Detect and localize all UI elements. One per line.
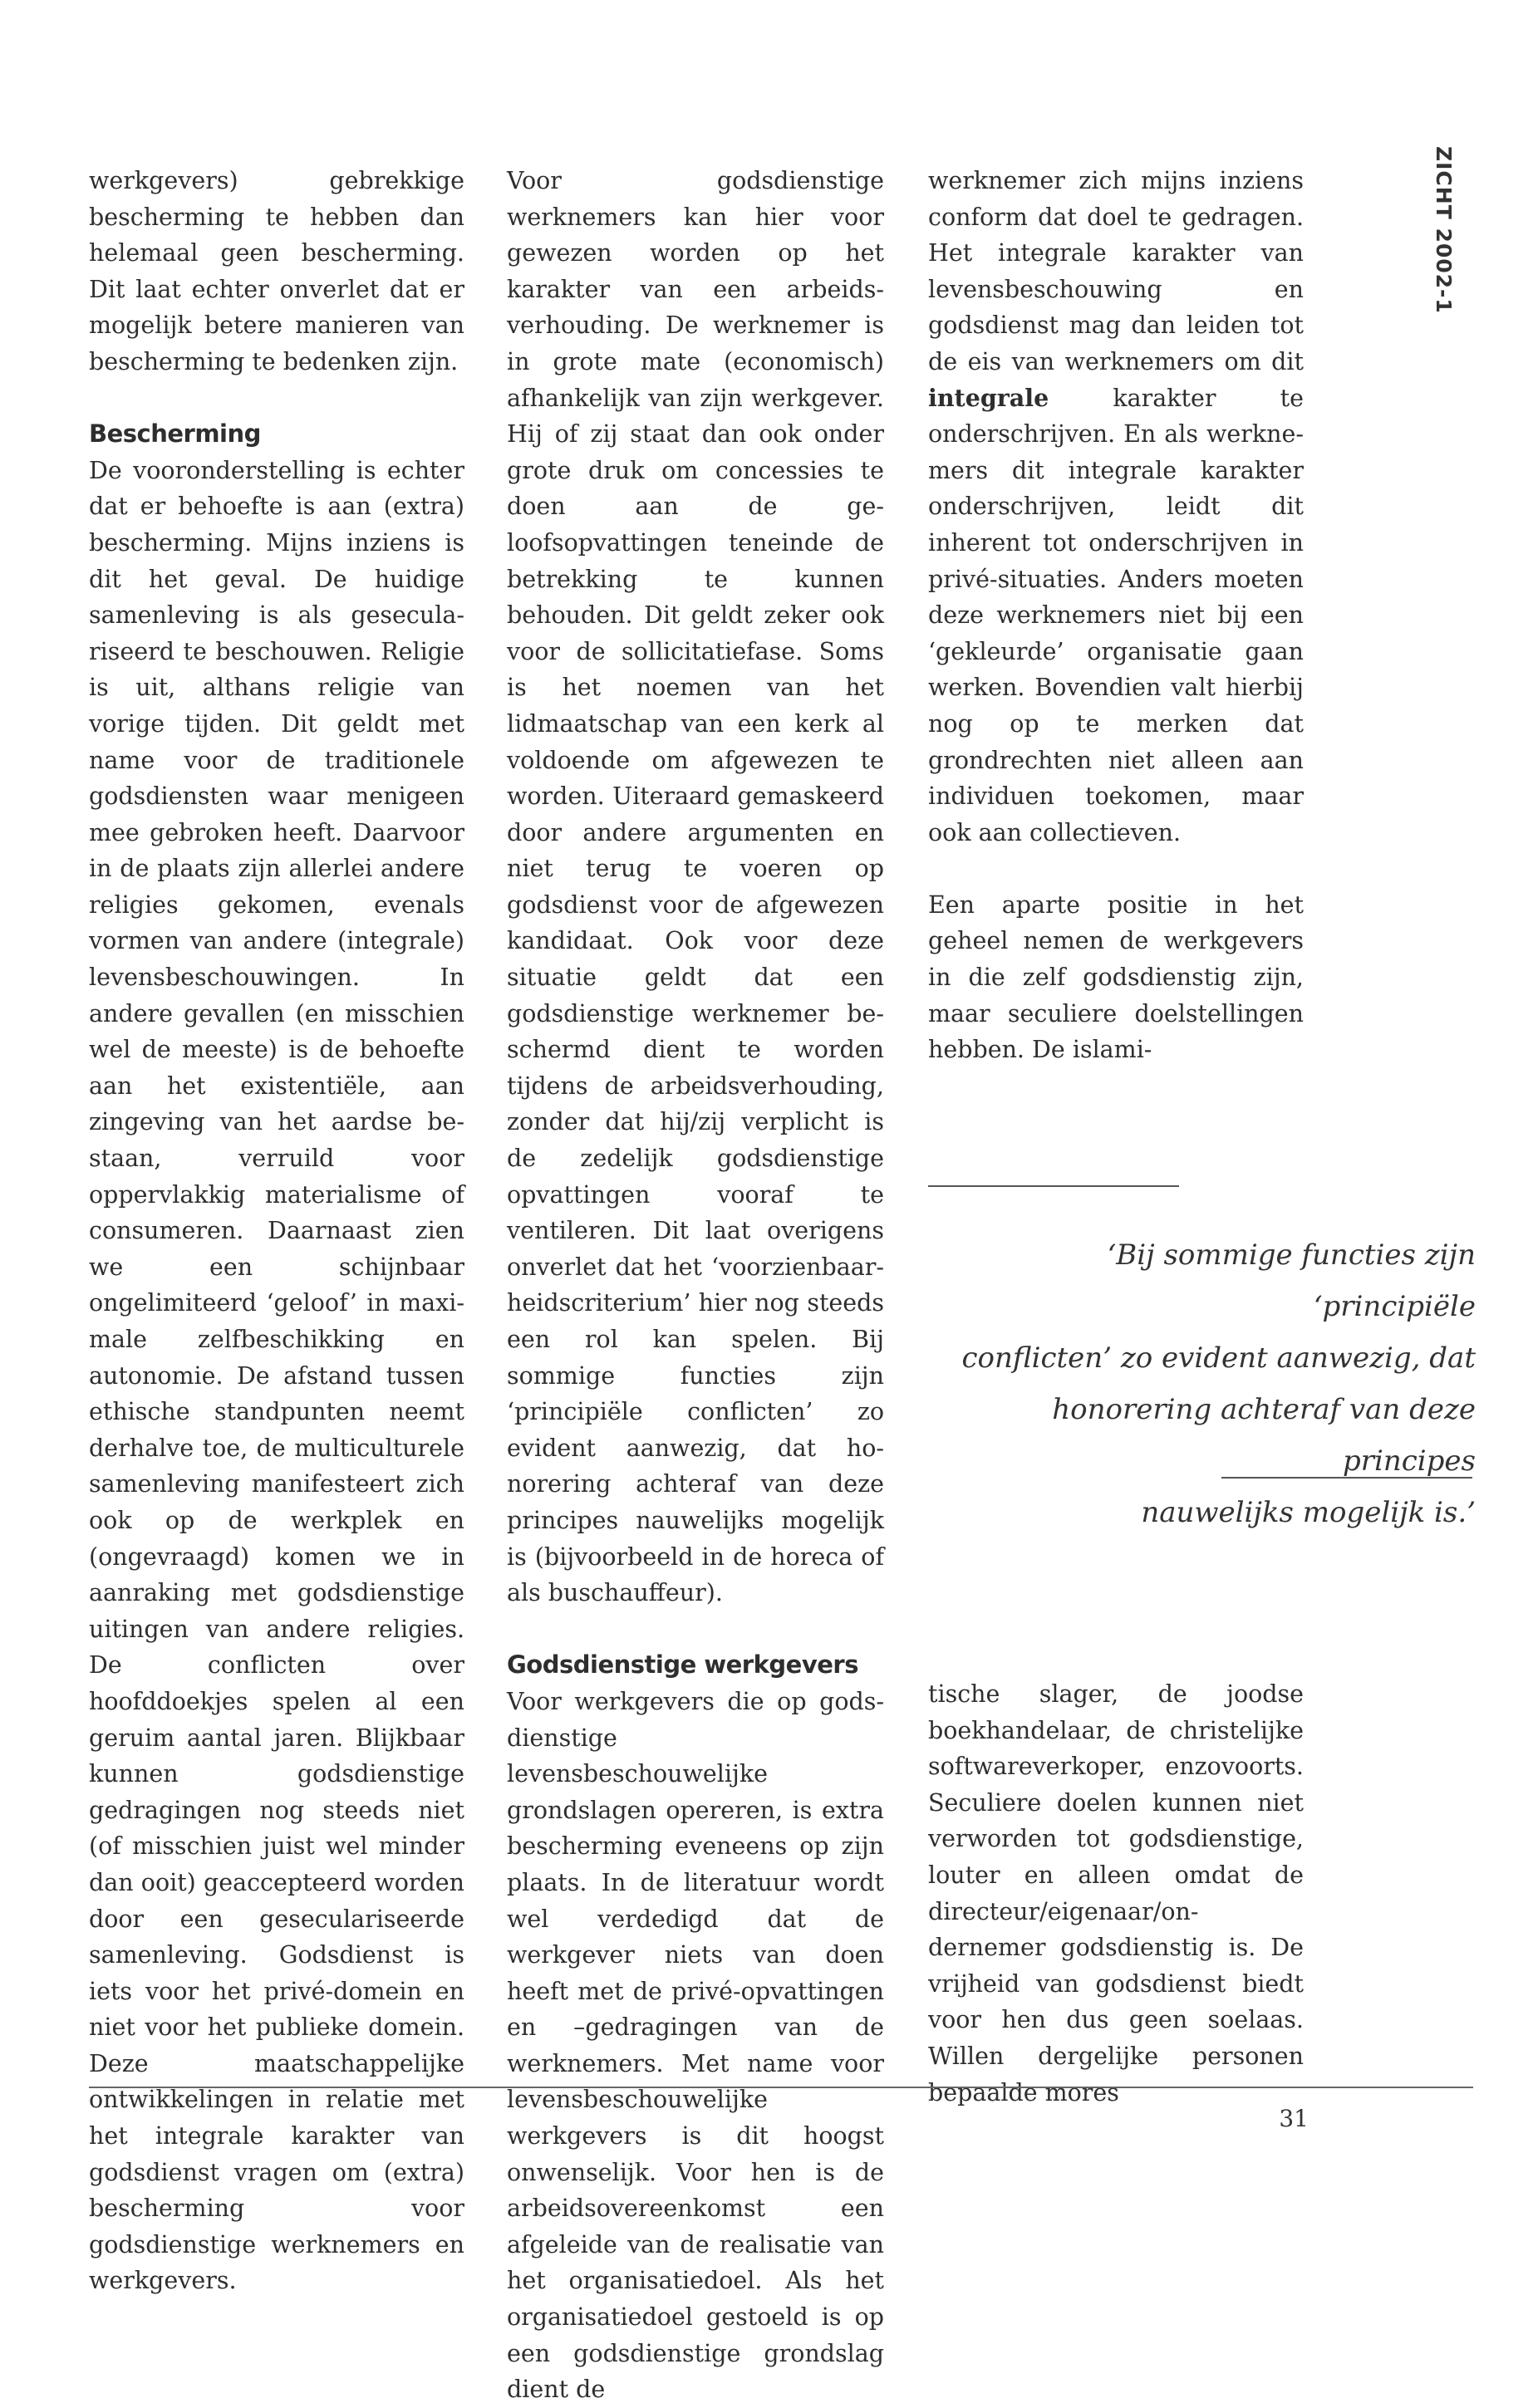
emphasis-word: integrale [928,383,1049,412]
running-header: ZICHT 2002-1 [1432,146,1456,314]
paragraph: Voor werkgevers die op godsdienstige levensbeschouwelijke grondslagen opereren, is extra bescherming eveneens op zijn plaats. In de literatuur wordt wel verdedigd dat de werkgever niets van doen heeft met de privé-opvattingen en –gedragingen van de werknemers. Met name voor levensbeschouwelijke werkgevers is dit hoogst onwenselijk. Voor hen is de arbeidsovereenkomst een afgeleide van de realisatie van het organisatiedoel. Als het organisatiedoel gestoeld is op een godsdienstige grondslag dient de [507,1687,884,2404]
text-run: werknemer zich mijns inziens conform dat doel te gedragen. Het integrale karakter van levensbeschouwing en godsdienst mag dan leiden tot de eis van werknemers om dit [928,167,1304,375]
pullquote-line: conflicten’ zo evident aanwezig, dat [961,1341,1476,1375]
paragraph: Een aparte positie in het geheel nemen de werkgevers in die zelf godsdienstig zijn, maar seculiere doelstellingen hebben. De islami- [928,890,1304,1064]
column-2 [507,163,884,2408]
paragraph: werkgevers) gebrekkige bescherming te hebben dan helemaal geen bescherming. Dit laat echter onverlet dat er mogelijk betere manieren van bescherming te bedenken zijn. [89,167,464,375]
column-3-top [928,163,1304,1068]
pullquote-line: nauwelijks mogelijk is.’ [1141,1496,1476,1529]
section-heading-godsdienstige-werkgevers: Godsdienstige werkgevers [507,1650,858,1680]
column-1 [89,163,464,2299]
footer-rule [89,2087,1473,2088]
column-3-bottom [928,1676,1304,2111]
pullquote-top-rule [928,1185,1179,1187]
paragraph [928,163,1304,851]
pullquote-bottom-rule [1221,1477,1472,1479]
paragraph: Voor godsdienstige werknemers kan hier voor gewezen worden op het karakter van een arbeidsverhouding. De werknemer is in grote mate (economisch) afhankelijk van zijn werkgever. Hij of zij staat dan ook onder grote druk om concessies te doen aan de geloofsopvattingen teneinde de betrekking te kunnen behouden. Dit geldt zeker ook voor de sollicitatiefase. Soms is het noemen van het lidmaatschap van een kerk al voldoende om afgewezen te worden. Uiteraard gemaskeerd door andere argumenten en niet terug te voeren op godsdienst voor de afgewezen kandidaat. Ook voor deze situatie geldt dat een godsdienstige werknemer beschermd dient te worden tijdens de arbeidsverhouding, zonder dat hij/zij verplicht is de zedelijk godsdienstige opvattingen vooraf te ventileren. Dit laat overigens onverlet dat het ‘voorzienbaarheidscriterium’ hier nog steeds een rol kan spelen. Bij sommige functies zijn ‘principiële conflicten’ zo evident aanwezig, dat honorering achteraf van deze principes nauwelijks mogelijk is (bijvoorbeeld in de horeca of als buschauffeur). [507,167,884,1607]
paragraph: tische slager, de joodse boekhandelaar, de christelijke softwareverkoper, enzovoorts. Seculiere doelen kunnen niet verworden tot godsdienstige, louter en alleen omdat de directeur/eigenaar/ondernemer godsdienstig is. De vrijheid van godsdienst biedt voor hen dus geen soelaas. Willen dergelijke personen bepaalde mores [928,1680,1304,2106]
pullquote [956,1229,1476,1538]
text-run: karakter te onderschrijven. En als werknemers dit integrale karakter onderschrijven, leidt dit inherent tot onderschrijven in privé-situaties. Anders moeten deze werknemers niet bij een ‘gekleurde’ organisatie gaan werken. Bovendien valt hierbij nog op te merken dat grondrechten niet alleen aan individuen toekomen, maar ook aan collectieven. [928,384,1304,846]
pullquote-line: ‘Bij sommige functies zijn ‘principiële [1107,1238,1476,1323]
pullquote-line: honorering achteraf van deze principes [1052,1393,1476,1478]
section-heading-bescherming: Bescherming [89,419,261,449]
paragraph: De vooronderstelling is echter dat er behoefte is aan (extra) bescherming. Mijns inziens is dit het geval. De huidige samenleving is als geseculariseerd te beschouwen. Religie is uit, althans religie van vorige tijden. Dit geldt met name voor de traditionele godsdiensten waar menigeen mee gebroken heeft. Daarvoor in de plaats zijn allerlei andere religies gekomen, evenals vormen van andere (integrale) levensbeschouwingen. In andere gevallen (en misschien wel de meeste) is de behoefte aan het existentiële, aan zingeving van het aardse bestaan, verruild voor oppervlakkig materialisme of consumeren. Daarnaast zien we een schijnbaar ongelimiteerd ‘geloof’ in maximale zelfbeschikking en autonomie. De afstand tussen ethische standpunten neemt derhalve toe, de multiculturele samenleving manifesteert zich ook op de werkplek en (ongevraagd) komen we in aanraking met godsdienstige uitingen van andere religies. De conflicten over hoofddoekjes spelen al een geruim aantal jaren. Blijkbaar kunnen godsdienstige gedragingen nog steeds niet (of misschien juist wel minder dan ooit) geaccepteerd worden door een geseculariseerde samenleving. Godsdienst is iets voor het privé-domein en niet voor het publieke domein. Deze maatschappelijke ontwikkelingen in relatie met het integrale karakter van godsdienst vragen om (extra) bescherming voor godsdienstige werknemers en werkgevers. [89,456,464,2295]
page-number: 31 [1279,2105,1309,2132]
